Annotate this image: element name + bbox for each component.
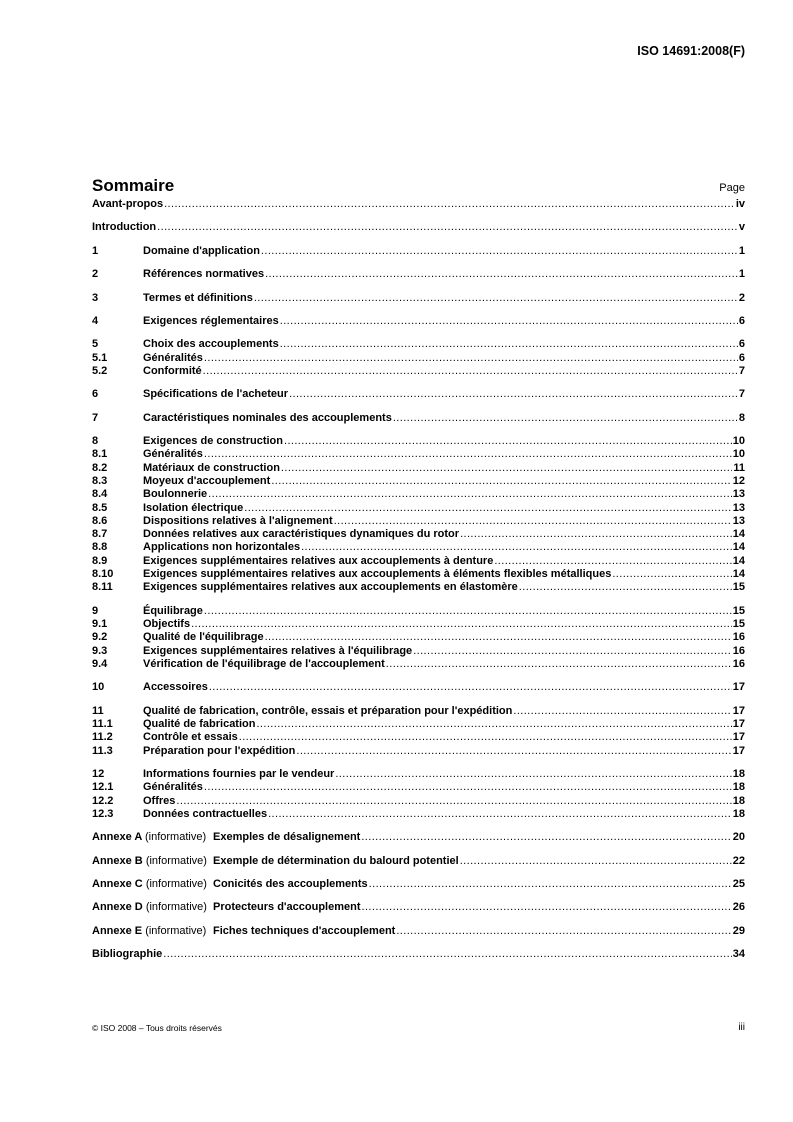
entry-title: Vérification de l'équilibrage de l'accouplement bbox=[143, 657, 385, 670]
leader-dots bbox=[413, 645, 732, 658]
leader-dots bbox=[244, 502, 732, 515]
leader-dots bbox=[513, 705, 731, 718]
section-number: 8.1 bbox=[92, 448, 108, 461]
section-number: 9 bbox=[92, 604, 99, 617]
leader-dots bbox=[460, 528, 732, 541]
entry-title: Accessoires bbox=[143, 681, 208, 694]
leader-dots bbox=[204, 448, 732, 461]
entry-page: 15 bbox=[732, 581, 745, 594]
toc-entry[interactable] bbox=[92, 855, 745, 868]
annex-note: (informative) bbox=[145, 924, 207, 937]
section-number: 9.2 bbox=[92, 631, 108, 644]
page-column-label: Page bbox=[719, 182, 745, 194]
annex-id: Annexe B bbox=[92, 854, 143, 867]
annex-id: Annexe C bbox=[92, 878, 143, 891]
entry-page: 15 bbox=[732, 618, 745, 631]
entry-title: Moyeux d'accouplement bbox=[143, 475, 271, 487]
leader-dots bbox=[271, 475, 731, 488]
entry-page: 25 bbox=[732, 878, 745, 891]
entry-page: 1 bbox=[738, 268, 745, 281]
toc-entry[interactable] bbox=[92, 901, 745, 914]
leader-dots bbox=[386, 658, 732, 671]
annex-note: (informative) bbox=[145, 901, 207, 914]
entry-title: Applications non horizontales bbox=[143, 541, 301, 554]
leader-dots bbox=[612, 568, 731, 581]
leader-dots bbox=[393, 412, 738, 425]
toc-entry[interactable] bbox=[92, 795, 745, 808]
entry-page: 14 bbox=[732, 528, 745, 541]
annex-note: (informative) bbox=[145, 878, 207, 891]
section-number: 8.4 bbox=[92, 488, 108, 501]
entry-page: 17 bbox=[732, 681, 745, 694]
toc-entry[interactable] bbox=[92, 412, 745, 425]
leader-dots bbox=[362, 901, 732, 914]
entry-title: Choix des accouplements bbox=[143, 338, 279, 351]
annex-id: Annexe E bbox=[92, 924, 143, 937]
entry-page: 1 bbox=[738, 244, 745, 257]
toc-entry[interactable] bbox=[92, 768, 745, 781]
entry-page: 20 bbox=[732, 831, 745, 844]
entry-title: Préparation pour l'expédition bbox=[143, 744, 296, 757]
leader-dots bbox=[265, 268, 738, 281]
section-number: 2 bbox=[92, 268, 99, 281]
leader-dots bbox=[280, 315, 738, 328]
toc-entry[interactable] bbox=[92, 925, 745, 938]
annex-label bbox=[92, 831, 213, 844]
entry-page: 7 bbox=[738, 388, 745, 401]
leader-dots bbox=[254, 292, 738, 305]
leader-dots bbox=[334, 515, 732, 528]
leader-dots bbox=[163, 948, 731, 961]
leader-dots bbox=[361, 831, 731, 844]
toc-entry[interactable] bbox=[92, 718, 745, 731]
annex-id: Annexe D bbox=[92, 901, 143, 914]
entry-title: Données relatives aux caractéristiques dynamiques du rotor bbox=[143, 528, 460, 541]
section-number: 8 bbox=[92, 435, 99, 448]
leader-dots bbox=[335, 768, 731, 781]
entry-page: iv bbox=[735, 198, 745, 210]
entry-page: 16 bbox=[732, 644, 745, 657]
toc-group bbox=[92, 705, 745, 758]
toc-entry[interactable] bbox=[92, 292, 745, 305]
toc-entry[interactable] bbox=[92, 462, 745, 475]
annex-label bbox=[92, 901, 213, 914]
entry-page: 14 bbox=[732, 554, 745, 567]
leader-dots bbox=[204, 781, 732, 794]
annex-note: (informative) bbox=[145, 854, 207, 867]
leader-dots bbox=[191, 618, 732, 631]
toc-group bbox=[92, 221, 745, 234]
toc-group bbox=[92, 412, 745, 425]
toc-entry[interactable] bbox=[92, 541, 745, 554]
toc-group bbox=[92, 681, 745, 694]
section-number: 8.6 bbox=[92, 514, 108, 527]
leader-dots bbox=[396, 925, 731, 938]
toc-entry[interactable] bbox=[92, 448, 745, 461]
section-number: 11.2 bbox=[92, 731, 113, 744]
document-id: ISO 14691:2008(F) bbox=[637, 44, 745, 58]
leader-dots bbox=[261, 245, 738, 258]
toc-entry[interactable] bbox=[92, 221, 745, 234]
toc-entry[interactable] bbox=[92, 528, 745, 541]
toc-group bbox=[92, 268, 745, 281]
entry-page: 2 bbox=[738, 291, 745, 304]
toc-entry[interactable] bbox=[92, 731, 745, 744]
toc-entry[interactable] bbox=[92, 475, 745, 488]
toc-entry[interactable] bbox=[92, 808, 745, 821]
entry-page: 7 bbox=[738, 364, 745, 377]
leader-dots bbox=[301, 541, 732, 554]
toc-group bbox=[92, 855, 745, 868]
entry-page: 29 bbox=[732, 924, 745, 937]
toc-entry[interactable] bbox=[92, 338, 745, 351]
entry-page: v bbox=[738, 221, 745, 234]
entry-title: Fiches techniques d'accouplement bbox=[213, 924, 396, 937]
entry-title: Introduction bbox=[92, 221, 157, 234]
toc-entry[interactable] bbox=[92, 488, 745, 501]
entry-title: Exemple de détermination du balourd potentiel bbox=[213, 854, 459, 867]
toc-entry[interactable] bbox=[92, 631, 745, 644]
entry-title: Exemples de désalignement bbox=[213, 831, 361, 844]
entry-title: Spécifications de l'acheteur bbox=[143, 388, 289, 401]
entry-page: 12 bbox=[732, 475, 745, 487]
entry-page: 18 bbox=[732, 807, 745, 820]
toc-entry[interactable] bbox=[92, 948, 745, 961]
section-number: 9.3 bbox=[92, 644, 108, 657]
toc-entry[interactable] bbox=[92, 352, 745, 365]
section-number: 6 bbox=[92, 388, 99, 401]
page-number: iii bbox=[738, 1022, 745, 1033]
leader-dots bbox=[280, 338, 738, 351]
section-number: 9.4 bbox=[92, 657, 108, 670]
entry-page: 17 bbox=[732, 731, 745, 744]
section-number: 8.10 bbox=[92, 568, 114, 581]
section-number: 7 bbox=[92, 411, 99, 424]
section-number: 8.8 bbox=[92, 541, 108, 554]
entry-page: 18 bbox=[732, 794, 745, 807]
section-number: 9.1 bbox=[92, 618, 108, 631]
toc-entry[interactable] bbox=[92, 435, 745, 448]
toc-entry[interactable] bbox=[92, 645, 745, 658]
entry-title: Contrôle et essais bbox=[143, 731, 238, 744]
table-of-contents bbox=[92, 198, 745, 972]
leader-dots bbox=[296, 745, 731, 758]
annex-label bbox=[92, 925, 213, 938]
toc-group bbox=[92, 605, 745, 671]
entry-title: Généralités bbox=[143, 448, 203, 461]
toc-entry[interactable] bbox=[92, 198, 745, 211]
entry-page: 26 bbox=[732, 901, 745, 914]
toc-entry[interactable] bbox=[92, 388, 745, 401]
section-number: 8.9 bbox=[92, 554, 108, 567]
entry-page: 18 bbox=[732, 768, 745, 781]
entry-page: 17 bbox=[732, 718, 745, 731]
leader-dots bbox=[203, 365, 738, 378]
leader-dots bbox=[209, 681, 732, 694]
entry-page: 10 bbox=[732, 448, 745, 461]
section-number: 3 bbox=[92, 291, 99, 304]
entry-page: 16 bbox=[732, 631, 745, 644]
entry-page: 17 bbox=[732, 704, 745, 717]
leader-dots bbox=[519, 581, 732, 594]
entry-title: Exigences supplémentaires relatives aux accouplements à éléments flexibles métalliques bbox=[143, 568, 612, 581]
entry-title: Généralités bbox=[143, 781, 203, 794]
leader-dots bbox=[369, 878, 732, 891]
leader-dots bbox=[204, 352, 738, 365]
toc-entry[interactable] bbox=[92, 502, 745, 515]
annex-label bbox=[92, 878, 213, 891]
entry-page: 13 bbox=[732, 488, 745, 501]
toc-group bbox=[92, 198, 745, 211]
toc-entry[interactable] bbox=[92, 681, 745, 694]
leader-dots bbox=[204, 605, 732, 618]
toc-entry[interactable] bbox=[92, 831, 745, 844]
leader-dots bbox=[289, 388, 738, 401]
toc-entry[interactable] bbox=[92, 581, 745, 594]
leader-dots bbox=[176, 795, 731, 808]
toc-entry[interactable] bbox=[92, 365, 745, 378]
leader-dots bbox=[164, 198, 735, 211]
section-number: 12 bbox=[92, 768, 105, 781]
leader-dots bbox=[265, 631, 732, 644]
entry-page: 13 bbox=[732, 514, 745, 527]
toc-group bbox=[92, 878, 745, 891]
entry-title: Références normatives bbox=[143, 268, 265, 281]
toc-group bbox=[92, 292, 745, 305]
toc-entry[interactable] bbox=[92, 705, 745, 718]
toc-entry[interactable] bbox=[92, 568, 745, 581]
entry-title: Bibliographie bbox=[92, 948, 163, 961]
section-number: 11 bbox=[92, 704, 104, 717]
entry-page: 17 bbox=[732, 744, 745, 757]
entry-page: 6 bbox=[738, 314, 745, 327]
section-number: 8.7 bbox=[92, 528, 108, 541]
leader-dots bbox=[460, 855, 732, 868]
section-number: 5 bbox=[92, 338, 99, 351]
entry-title: Qualité de fabrication, contrôle, essais et préparation pour l'expédition bbox=[143, 704, 513, 717]
leader-dots bbox=[256, 718, 731, 731]
entry-page: 14 bbox=[732, 568, 745, 581]
entry-title: Isolation électrique bbox=[143, 501, 244, 514]
entry-title: Généralités bbox=[143, 351, 203, 364]
toc-group bbox=[92, 388, 745, 401]
section-number: 8.3 bbox=[92, 475, 108, 487]
entry-page: 16 bbox=[732, 657, 745, 670]
section-number: 8.5 bbox=[92, 501, 108, 514]
entry-title: Dispositions relatives à l'alignement bbox=[143, 514, 333, 527]
section-number: 12.3 bbox=[92, 807, 114, 820]
entry-title: Exigences supplémentaires relatives aux accouplements en élastomère bbox=[143, 581, 518, 594]
entry-title: Qualité de fabrication bbox=[143, 718, 256, 731]
section-number: 4 bbox=[92, 314, 99, 327]
entry-title: Données contractuelles bbox=[143, 807, 268, 820]
entry-title: Exigences supplémentaires relatives aux accouplements à denture bbox=[143, 554, 494, 567]
entry-page: 6 bbox=[738, 338, 745, 351]
section-number: 10 bbox=[92, 681, 105, 694]
entry-title: Boulonnerie bbox=[143, 488, 208, 501]
section-number: 11.1 bbox=[92, 718, 113, 731]
entry-title: Termes et définitions bbox=[143, 291, 253, 304]
entry-title: Avant-propos bbox=[92, 198, 164, 210]
annex-note: (informative) bbox=[144, 831, 207, 844]
toc-group bbox=[92, 315, 745, 328]
entry-page: 22 bbox=[732, 854, 745, 867]
toc-entry[interactable] bbox=[92, 268, 745, 281]
entry-page: 18 bbox=[732, 781, 745, 794]
entry-title: Qualité de l'équilibrage bbox=[143, 631, 264, 644]
section-number: 8.2 bbox=[92, 461, 108, 474]
toc-group bbox=[92, 245, 745, 258]
toc-group bbox=[92, 925, 745, 938]
entry-title: Exigences supplémentaires relatives à l'équilibrage bbox=[143, 644, 413, 657]
toc-entry[interactable] bbox=[92, 515, 745, 528]
entry-title: Conicités des accouplements bbox=[213, 878, 368, 891]
entry-page: 6 bbox=[738, 351, 745, 364]
leader-dots bbox=[268, 808, 732, 821]
section-number: 1 bbox=[92, 244, 99, 257]
entry-page: 14 bbox=[732, 541, 745, 554]
entry-page: 13 bbox=[732, 501, 745, 514]
toc-entry[interactable] bbox=[92, 781, 745, 794]
section-number: 5.1 bbox=[92, 351, 108, 364]
toc-entry[interactable] bbox=[92, 555, 745, 568]
toc-entry[interactable] bbox=[92, 745, 745, 758]
entry-title: Matériaux de construction bbox=[143, 461, 280, 474]
toc-entry[interactable] bbox=[92, 605, 745, 618]
annex-label bbox=[92, 855, 213, 868]
leader-dots bbox=[239, 731, 732, 744]
entry-title: Offres bbox=[143, 794, 176, 807]
leader-dots bbox=[281, 462, 732, 475]
entry-title: Domaine d'application bbox=[143, 244, 260, 257]
section-number: 12.2 bbox=[92, 794, 114, 807]
entry-title: Caractéristiques nominales des accouplements bbox=[143, 411, 392, 424]
entry-page: 11 bbox=[733, 461, 745, 474]
entry-title: Exigences de construction bbox=[143, 435, 283, 448]
leader-dots bbox=[157, 221, 738, 234]
entry-title: Informations fournies par le vendeur bbox=[143, 768, 335, 781]
toc-group bbox=[92, 435, 745, 595]
entry-title: Protecteurs d'accouplement bbox=[213, 901, 361, 914]
toc-entry[interactable] bbox=[92, 658, 745, 671]
section-number: 12.1 bbox=[92, 781, 114, 794]
toc-group bbox=[92, 901, 745, 914]
toc-group bbox=[92, 831, 745, 844]
toc-entry[interactable] bbox=[92, 315, 745, 328]
toc-group bbox=[92, 338, 745, 378]
section-number: 11.3 bbox=[92, 744, 113, 757]
entry-page: 8 bbox=[738, 411, 745, 424]
page-title: Sommaire bbox=[92, 176, 175, 195]
toc-group bbox=[92, 768, 745, 821]
entry-title: Conformité bbox=[143, 364, 202, 377]
entry-title: Exigences réglementaires bbox=[143, 314, 279, 327]
toc-entry[interactable] bbox=[92, 878, 745, 891]
leader-dots bbox=[494, 555, 731, 568]
toc-group bbox=[92, 948, 745, 961]
section-number: 8.11 bbox=[92, 581, 113, 594]
entry-page: 34 bbox=[732, 948, 745, 961]
leader-dots bbox=[284, 435, 732, 448]
toc-entry[interactable] bbox=[92, 618, 745, 631]
entry-title: Équilibrage bbox=[143, 604, 203, 617]
entry-page: 10 bbox=[732, 435, 745, 448]
toc-entry[interactable] bbox=[92, 245, 745, 258]
section-number: 5.2 bbox=[92, 364, 108, 377]
copyright-footer: © ISO 2008 – Tous droits réservés bbox=[92, 1023, 222, 1033]
leader-dots bbox=[208, 488, 732, 501]
entry-title: Objectifs bbox=[143, 618, 191, 631]
entry-page: 15 bbox=[732, 604, 745, 617]
annex-id: Annexe A bbox=[92, 831, 142, 844]
